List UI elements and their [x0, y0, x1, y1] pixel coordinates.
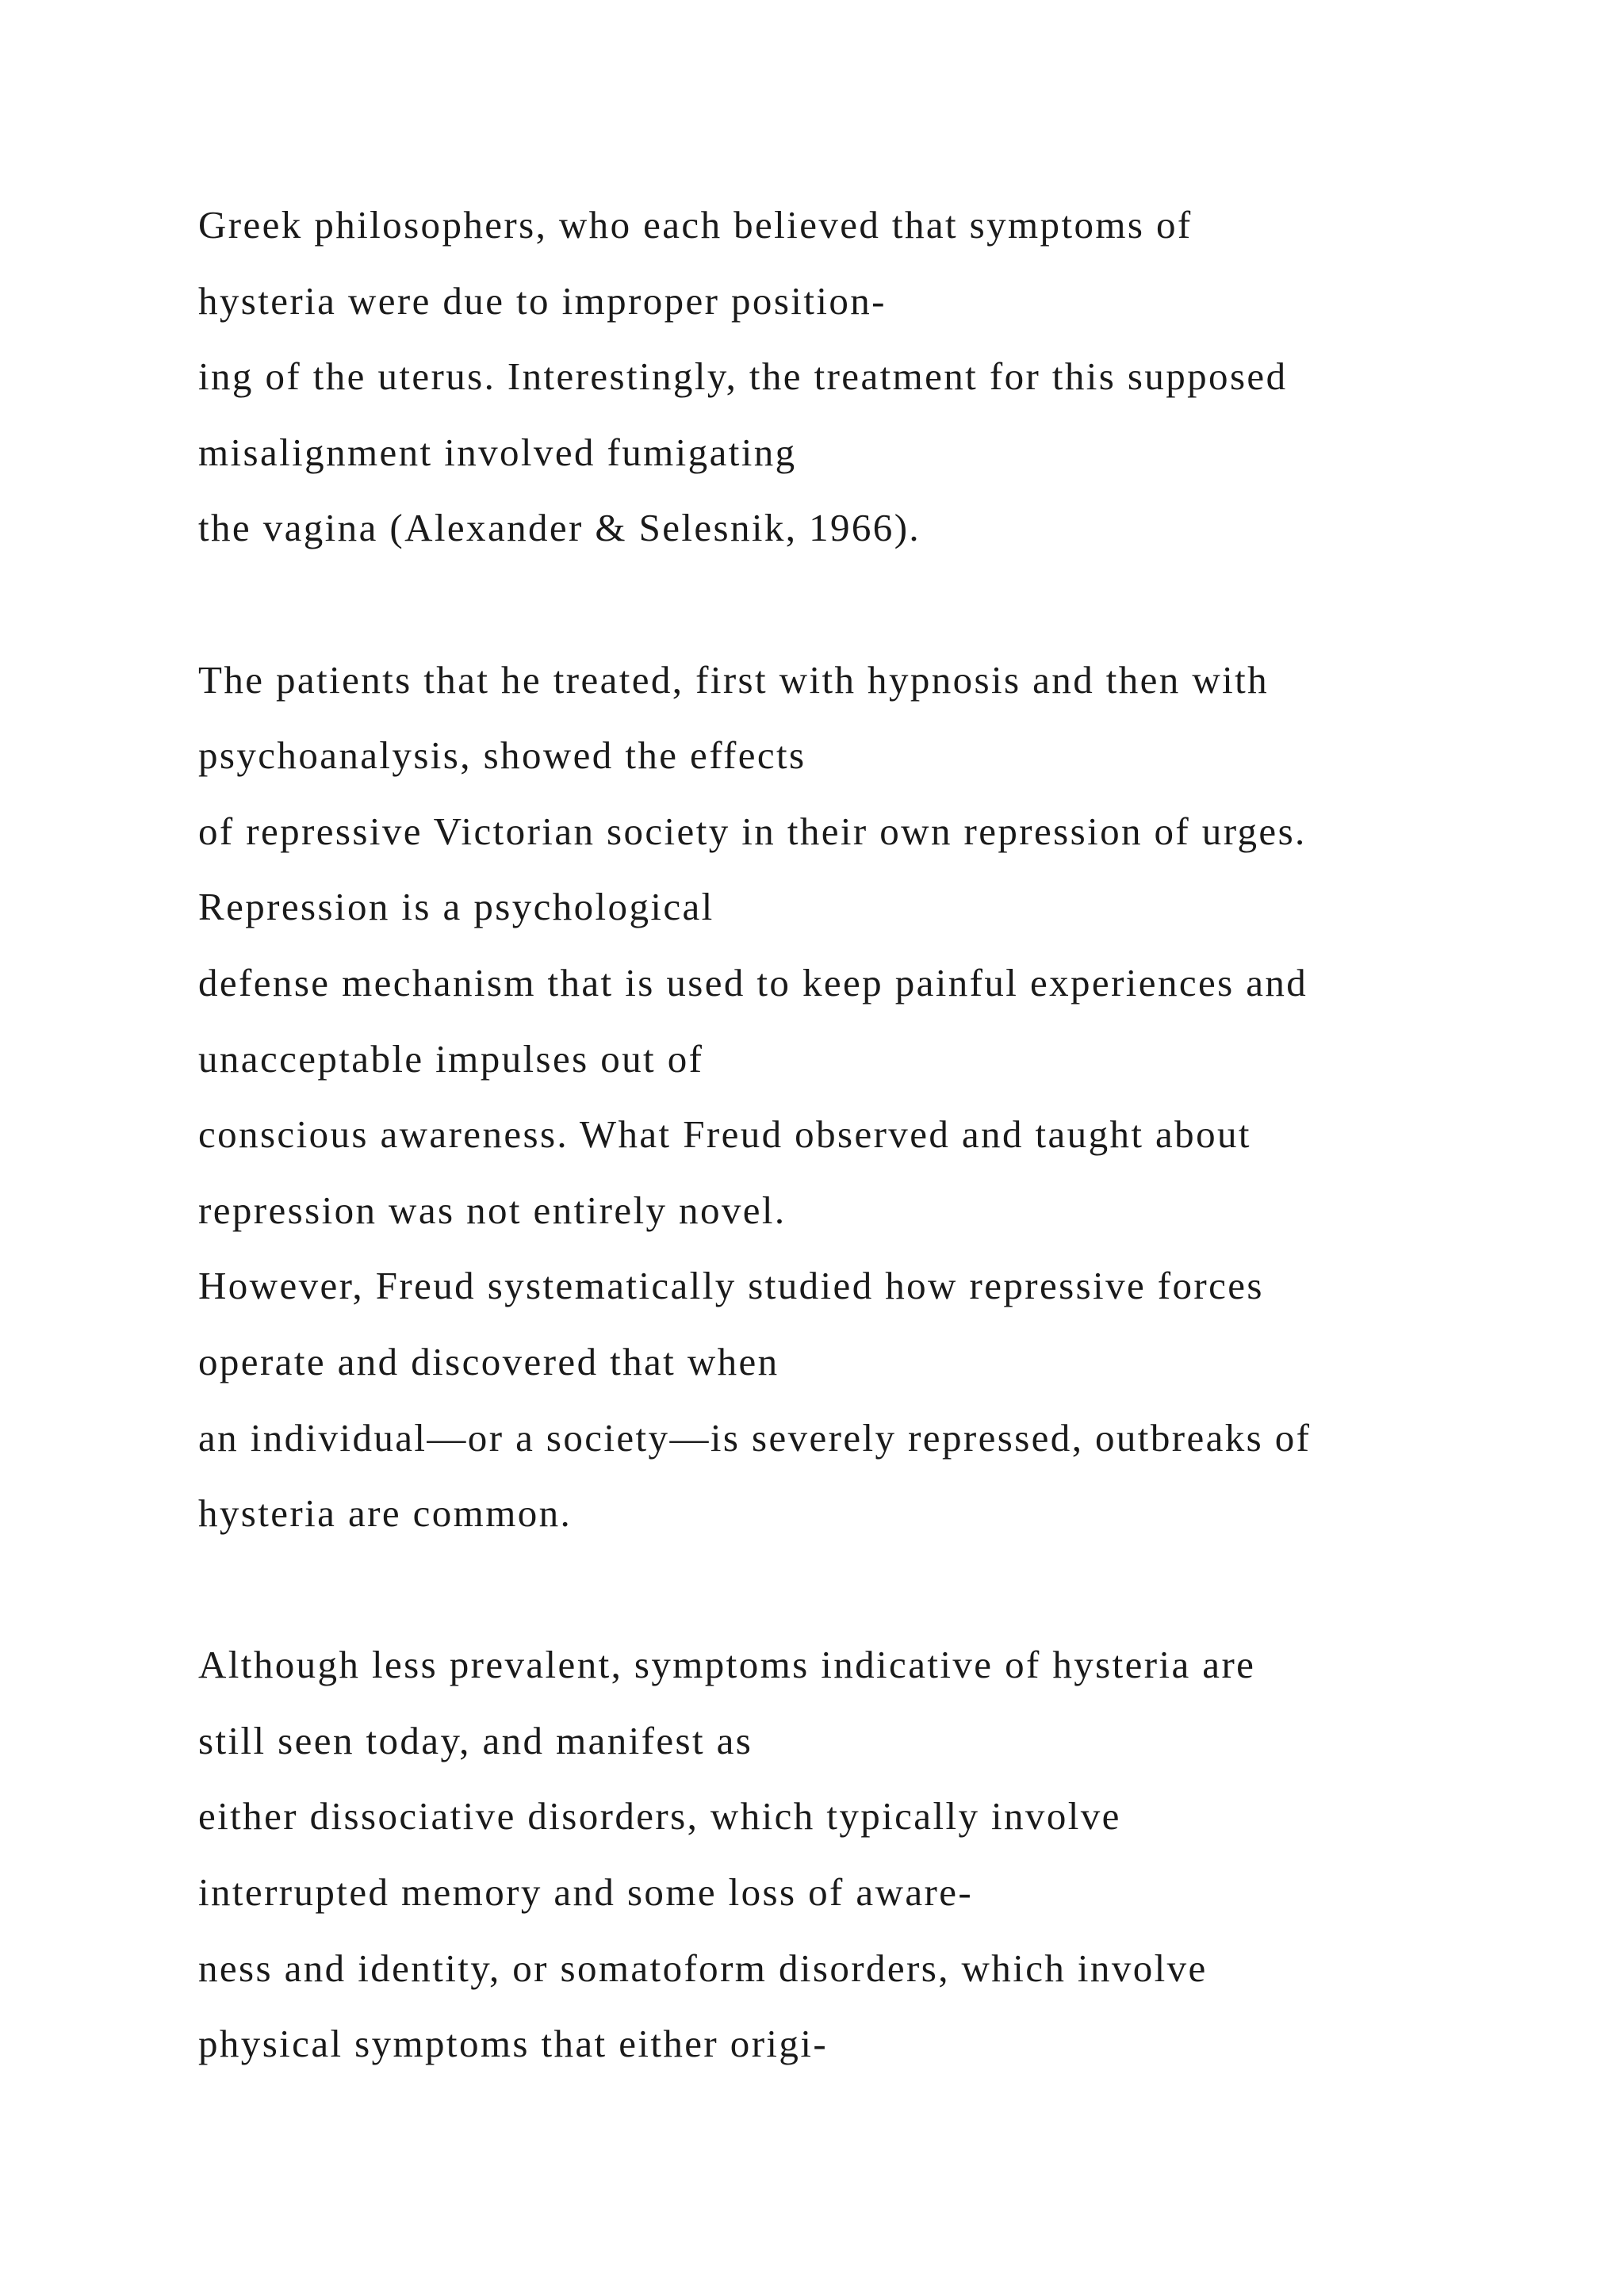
- text-line: unacceptable impulses out of: [198, 1036, 704, 1081]
- text-line: the vagina (Alexander & Selesnik, 1966).: [198, 506, 921, 550]
- text-line: hysteria are common.: [198, 1491, 573, 1536]
- text-line: an individual—or a society—is severely repressed, outbreaks of: [198, 1415, 1312, 1460]
- text-line: Repression is a psychological: [198, 885, 714, 929]
- text-line: Greek philosophers, who each believed that symptoms of: [198, 203, 1193, 247]
- text-line: operate and discovered that when: [198, 1339, 779, 1383]
- paragraph-2: [198, 642, 1594, 1552]
- text-line: ness and identity, or somatoform disorders, which involve: [198, 1946, 1208, 1990]
- paragraph-3: [198, 1627, 1594, 2082]
- paragraph-gap: [198, 1552, 1594, 1628]
- text-line: defense mechanism that is used to keep painful experiences and: [198, 960, 1308, 1004]
- text-line: misalignment involved fumigating: [198, 430, 797, 474]
- text-line: ing of the uterus. Interestingly, the treatment for this supposed: [198, 354, 1288, 399]
- text-line: repression was not entirely novel.: [198, 1188, 787, 1232]
- paragraph-gap: [198, 566, 1594, 642]
- text-line: The patients that he treated, first with hypnosis and then with: [198, 657, 1270, 702]
- paragraph-1: [198, 187, 1594, 566]
- text-line: psychoanalysis, showed the effects: [198, 733, 806, 778]
- document-body: [198, 187, 1594, 2082]
- text-line: However, Freud systematically studied how repressive forces: [198, 1264, 1264, 1308]
- text-line: still seen today, and manifest as: [198, 1718, 753, 1762]
- text-line: of repressive Victorian society in their own repression of urges.: [198, 809, 1307, 853]
- text-line: physical symptoms that either origi-: [198, 2022, 829, 2066]
- text-line: interrupted memory and some loss of aware-: [198, 1870, 974, 1915]
- text-line: Although less prevalent, symptoms indicative of hysteria are: [198, 1643, 1256, 1687]
- text-line: conscious awareness. What Freud observed and taught about: [198, 1112, 1251, 1157]
- text-line: either dissociative disorders, which typically involve: [198, 1794, 1121, 1839]
- text-line: hysteria were due to improper position-: [198, 278, 887, 323]
